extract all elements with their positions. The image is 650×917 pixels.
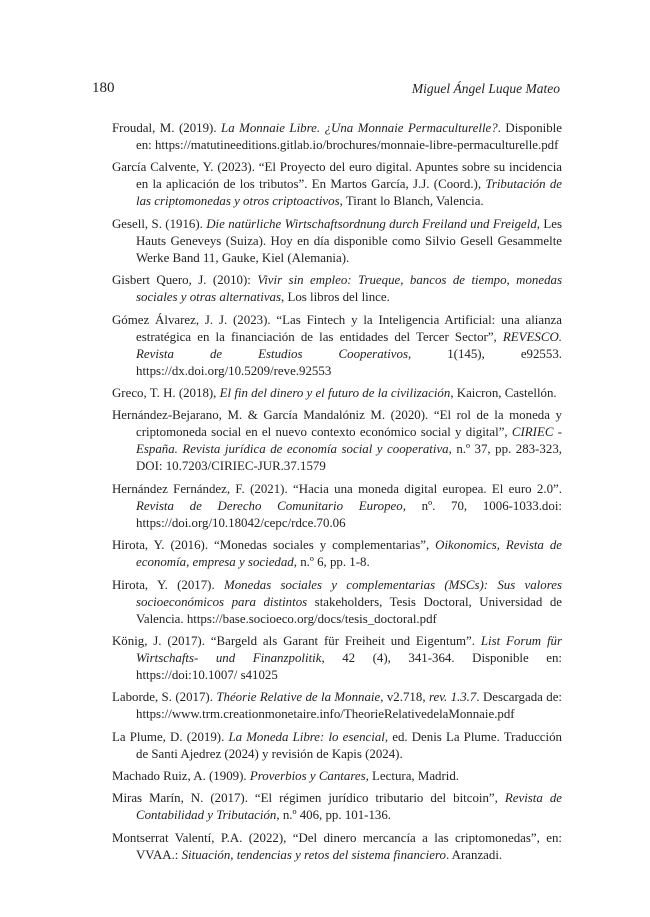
reference-list: [112, 120, 562, 869]
reference-text: , Kaicron, Castellón.: [450, 385, 557, 400]
reference-text: , Tirant lo Blanch, Valencia.: [339, 194, 484, 209]
reference-text: Hernández-Bejarano, M. & García Mandalóniz M. (2020). “El rol de la moneda y criptomoneda social en el nuevo contexto económico social y digital”,: [112, 408, 562, 440]
reference-title: Revista de Derecho Comunitario Europeo: [136, 498, 403, 513]
reference-text: . Descargada de: https://www.trm.creationmonetaire.info/TheorieRelativedelaMonnaie.pdf: [136, 690, 562, 722]
reference-text: Machado Ruiz, A. (1909).: [112, 769, 250, 784]
reference-text: , 1(145), e92553. https://dx.doi.org/10.5209/reve.92553: [136, 346, 562, 378]
reference-entry: [112, 633, 562, 684]
reference-title: List Forum für Wirtschafts- und Finanzpolitik: [136, 633, 562, 665]
reference-title: Vivir sin empleo: Trueque, bancos de tiempo, monedas sociales y otras alternativas: [136, 273, 563, 305]
reference-text: , Lectura, Madrid.: [365, 769, 460, 784]
reference-text: , 42 (4), 341-364. Disponible en: https://doi:10.1007/ s41025: [136, 650, 562, 682]
reference-entry: [112, 216, 562, 267]
page-number: 180: [92, 80, 115, 96]
reference-text: Montserrat Valentí, P.A. (2022), “Del dinero mercancía a las criptomonedas”, en: VVAA.:: [112, 830, 562, 862]
reference-text: Hernández Fernández, F. (2021). “Hacia una moneda digital europea. El euro 2.0”.: [112, 481, 562, 496]
reference-text: stakeholders, Tesis Doctoral, Universidad de Valencia. https://base.socioeco.org/docs/tesis_doctoral.pdf: [136, 594, 562, 626]
reference-title: REVESCO. Revista de Estudios Cooperativos: [136, 329, 562, 361]
reference-text: Gómez Álvarez, J. J. (2023). “Las Fintech y la Inteligencia Artificial: una alianza estratégica en la financiación de las entidades del Tercer Sector”,: [112, 312, 562, 344]
reference-entry: [112, 689, 562, 723]
reference-text: . Disponible en: https://matutineeditions.gitlab.io/brochures/monnaie-libre-permaculturelle.pdf: [136, 121, 562, 152]
reference-text: . Aranzadi.: [445, 847, 503, 862]
reference-entry: [112, 385, 562, 402]
running-head: Miguel Ángel Luque Mateo: [411, 81, 560, 96]
reference-entry: [112, 481, 562, 532]
reference-title: rev. 1.3.7: [428, 690, 477, 705]
reference-text: , n.º 6, pp. 1-8.: [293, 555, 370, 570]
reference-title: Monedas sociales y complementarias (MSCs): Sus valores socioeconómicos para distintos: [136, 577, 562, 609]
reference-entry: [112, 159, 562, 210]
reference-text: , nº. 70, 1006-1033.doi: https://doi.org/10.18042/cepc/rdce.70.06: [136, 498, 562, 530]
reference-title: La Moneda Libre: lo esencial: [228, 729, 385, 744]
reference-title: Oikonomics, Revista de economía, empresa y sociedad: [136, 538, 563, 570]
reference-text: , Los libros del lince.: [281, 290, 390, 305]
reference-text: Hirota, Y. (2017).: [112, 577, 224, 592]
reference-text: , n.º 406, pp. 101-136.: [276, 808, 392, 823]
reference-text: Miras Marín, N. (2017). “El régimen jurídico tributario del bitcoin”,: [112, 791, 505, 806]
reference-entry: [112, 120, 562, 154]
reference-entry: [112, 312, 562, 380]
reference-entry: [112, 768, 562, 785]
reference-text: Gisbert Quero, J. (2010):: [112, 273, 258, 288]
reference-text: García Calvente, Y. (2023). “El Proyecto del euro digital. Apuntes sobre su incidencia en la aplicación de los tributos”. En Martos García, J.J. (Coord.),: [112, 160, 562, 192]
reference-text: Gesell, S. (1916).: [112, 216, 207, 231]
reference-entry: [112, 729, 562, 763]
reference-title: Situación, tendencias y retos del sistema financiero: [181, 847, 446, 862]
reference-entry: [112, 272, 562, 306]
reference-text: Laborde, S. (2017).: [112, 690, 217, 705]
reference-title: Proverbios y Cantares: [249, 769, 366, 784]
reference-title: CIRIEC - España. Revista jurídica de economía social y cooperativa: [136, 425, 562, 457]
reference-entry: [112, 830, 562, 864]
reference-text: La Plume, D. (2019).: [112, 729, 229, 744]
reference-title: Théorie Relative de la Monnaie: [216, 690, 381, 705]
reference-entry: [112, 790, 562, 824]
reference-title: Tributación de las criptomonedas y otros criptoactivos: [136, 177, 563, 209]
reference-entry: [112, 407, 562, 475]
reference-text: , n.º 37, pp. 283-323, DOI: 10.7203/CIRIEC-JUR.37.1579: [136, 442, 562, 474]
reference-text: Hirota, Y. (2016). “Monedas sociales y complementarias”,: [112, 538, 436, 553]
reference-text: Froudal, M. (2019).: [112, 121, 222, 135]
reference-title: Revista de Contabilidad y Tributación: [136, 791, 562, 823]
reference-text: Greco, T. H. (2018),: [112, 385, 220, 400]
reference-text: , Les Hauts Geneveys (Suiza). Hoy en día disponible como Silvio Gesell Gesammelte Werke Band 11, Gauke, Kiel (Alemania).: [136, 216, 562, 265]
reference-title: Die natürliche Wirtschaftsordnung durch Freiland und Freigeld: [206, 216, 537, 231]
reference-text: , v2.718,: [380, 690, 429, 705]
reference-entry: [112, 537, 562, 571]
page-header: [92, 80, 560, 100]
reference-entry: [112, 577, 562, 628]
reference-title: La Monnaie Libre. ¿Una Monnaie Permaculturelle?: [221, 121, 498, 135]
reference-text: , ed. Denis La Plume. Traducción de Santi Ajedrez (2024) y revisión de Kapis (2024).: [136, 729, 562, 761]
reference-text: König, J. (2017). “Bargeld als Garant für Freiheit und Eigentum”.: [112, 633, 481, 648]
reference-title: El fin del dinero y el futuro de la civilización: [219, 385, 451, 400]
